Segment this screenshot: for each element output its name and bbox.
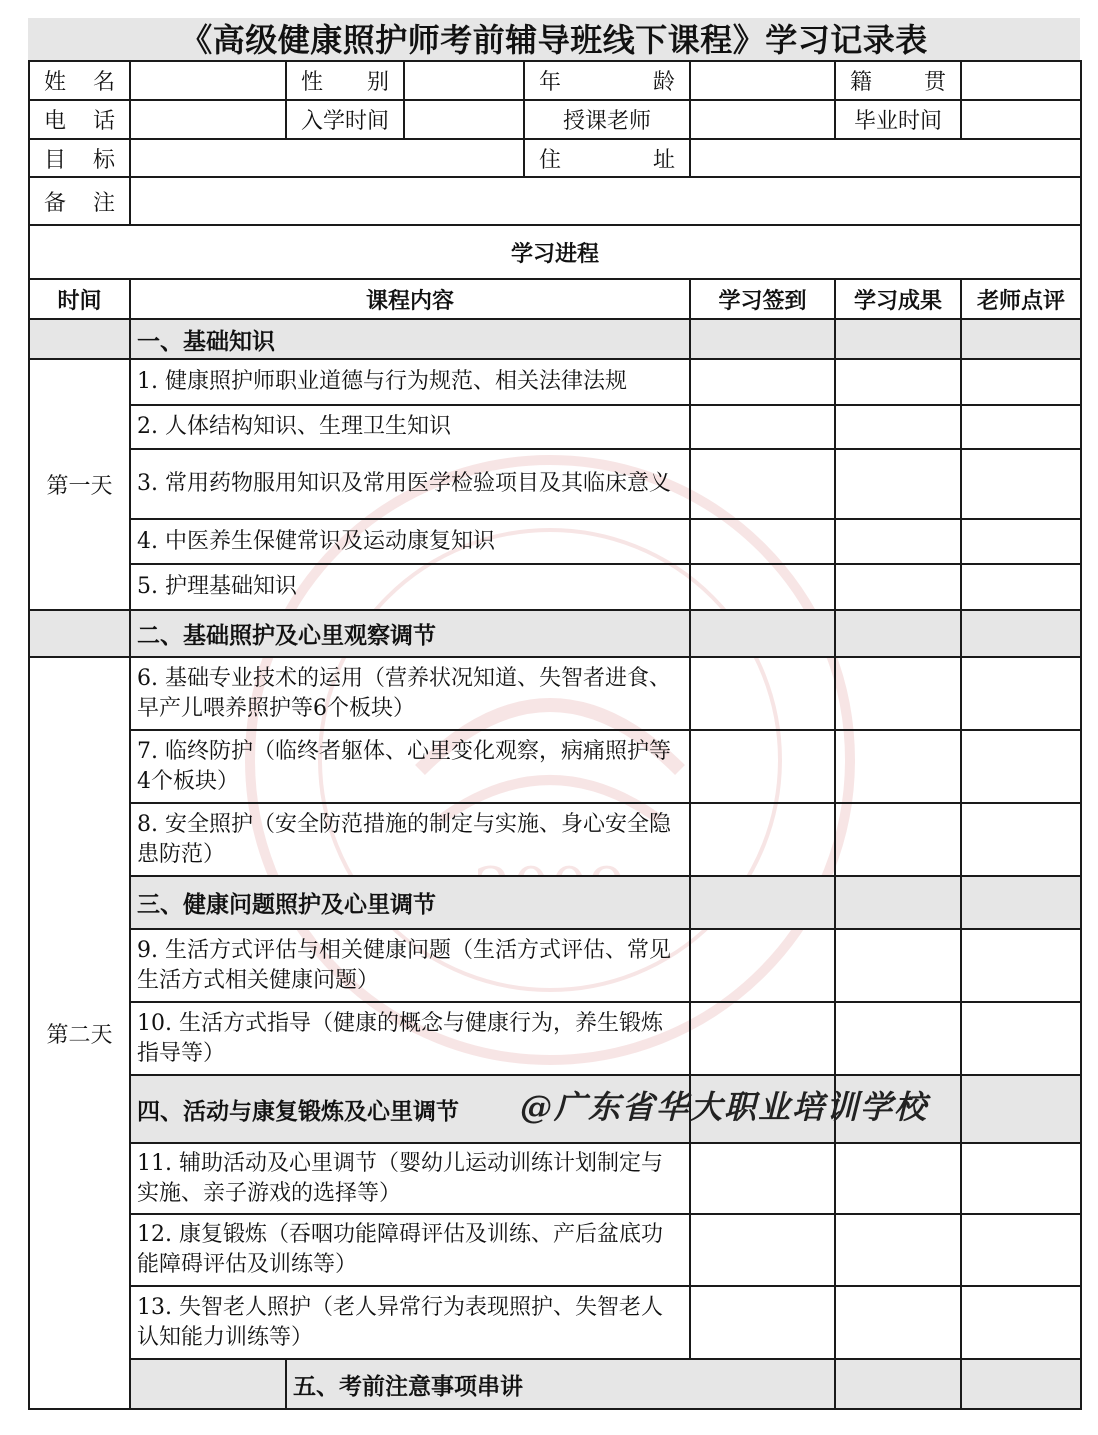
result-cell[interactable] [835, 564, 961, 610]
signin-cell[interactable] [690, 1214, 835, 1286]
result-cell[interactable] [835, 657, 961, 730]
result-cell[interactable] [835, 1143, 961, 1214]
course-item: 10. 生活方式指导（健康的概念与健康行为，养生锻炼指导等） [130, 1002, 690, 1075]
progress-title: 学习进程 [29, 225, 1081, 279]
age-field[interactable] [690, 61, 835, 100]
course-item: 9. 生活方式评估与相关健康问题（生活方式评估、常见生活方式相关健康问题） [130, 929, 690, 1002]
signin-cell[interactable] [690, 319, 835, 359]
course-item: 4. 中医养生保健常识及运动康复知识 [130, 519, 690, 564]
comment-cell[interactable] [961, 1002, 1081, 1075]
comment-cell[interactable] [961, 405, 1081, 449]
grad-label: 毕业时间 [835, 100, 961, 139]
result-cell[interactable] [835, 1214, 961, 1286]
col-time: 时间 [29, 279, 130, 319]
origin-label: 籍 贯 [835, 61, 961, 100]
address-label: 住 址 [524, 139, 690, 177]
section-title: 一、基础知识 [130, 319, 690, 359]
col-comment: 老师点评 [961, 279, 1081, 319]
col-signin: 学习签到 [690, 279, 835, 319]
address-field[interactable] [690, 139, 1081, 177]
signin-cell[interactable] [690, 1143, 835, 1214]
comment-cell[interactable] [961, 1214, 1081, 1286]
course-item: 7. 临终防护（临终者躯体、心里变化观察，病痛照护等4个板块） [130, 730, 690, 803]
age-label: 年 龄 [524, 61, 690, 100]
course-item: 3. 常用药物服用知识及常用医学检验项目及其临床意义 [130, 449, 690, 519]
course-item: 2. 人体结构知识、生理卫生知识 [130, 405, 690, 449]
comment-cell[interactable] [961, 564, 1081, 610]
name-label: 姓 名 [29, 61, 130, 100]
signin-cell[interactable] [690, 519, 835, 564]
day-two-label: 第二天 [29, 657, 130, 1409]
course-item: 11. 辅助活动及心里调节（婴幼儿运动训练计划制定与实施、亲子游戏的选择等） [130, 1143, 690, 1214]
gender-label: 性 别 [286, 61, 404, 100]
comment-cell[interactable] [961, 359, 1081, 405]
note-label: 备 注 [29, 177, 130, 225]
signin-cell[interactable] [690, 1286, 835, 1359]
comment-cell[interactable] [961, 876, 1081, 929]
section-time-cell [29, 610, 130, 657]
comment-cell[interactable] [961, 519, 1081, 564]
phone-field[interactable] [130, 100, 286, 139]
watermark-text: @广东省华大职业培训学校 [520, 1088, 929, 1126]
course-item: 5. 护理基础知识 [130, 564, 690, 610]
section-time-cell [29, 319, 130, 359]
result-cell[interactable] [835, 405, 961, 449]
result-cell[interactable] [835, 1002, 961, 1075]
enroll-label: 入学时间 [286, 100, 404, 139]
document-title: 《高级健康照护师考前辅导班线下课程》学习记录表 [28, 18, 1080, 60]
signin-cell[interactable] [690, 730, 835, 803]
signin-cell[interactable] [690, 564, 835, 610]
comment-cell[interactable] [961, 1075, 1081, 1143]
name-field[interactable] [130, 61, 286, 100]
comment-cell[interactable] [961, 1143, 1081, 1214]
signin-cell[interactable] [690, 405, 835, 449]
signin-cell[interactable] [690, 449, 835, 519]
course-item: 6. 基础专业技术的运用（营养状况知道、失智者进食、早产儿喂养照护等6个板块） [130, 657, 690, 730]
signin-cell[interactable] [690, 876, 835, 929]
result-cell[interactable] [835, 1286, 961, 1359]
section-title: 三、健康问题照护及心里调节 [130, 876, 690, 929]
signin-cell[interactable] [690, 929, 835, 1002]
result-cell[interactable] [835, 610, 961, 657]
note-field[interactable] [130, 177, 1081, 225]
signin-cell[interactable] [690, 657, 835, 730]
result-cell[interactable] [835, 449, 961, 519]
day-one-label: 第一天 [29, 359, 130, 610]
result-cell[interactable] [835, 803, 961, 876]
course-item: 1. 健康照护师职业道德与行为规范、相关法律法规 [130, 359, 690, 405]
section-time-cell [130, 1359, 286, 1409]
goal-field[interactable] [130, 139, 524, 177]
course-item: 12. 康复锻炼（吞咽功能障碍评估及训练、产后盆底功能障碍评估及训练等） [130, 1214, 690, 1286]
signin-cell[interactable] [690, 803, 835, 876]
result-cell[interactable] [835, 876, 961, 929]
teacher-label: 授课老师 [524, 100, 690, 139]
course-item: 13. 失智老人照护（老人异常行为表现照护、失智老人认知能力训练等） [130, 1286, 690, 1359]
section-title: 五、考前注意事项串讲 [286, 1359, 835, 1409]
teacher-field[interactable] [690, 100, 835, 139]
comment-cell[interactable] [961, 1286, 1081, 1359]
comment-cell[interactable] [961, 730, 1081, 803]
goal-label: 目 标 [29, 139, 130, 177]
course-item: 8. 安全照护（安全防范措施的制定与实施、身心安全隐患防范） [130, 803, 690, 876]
enroll-field[interactable] [404, 100, 524, 139]
comment-cell[interactable] [961, 657, 1081, 730]
section-title: 四、活动与康复锻炼及心里调节 [130, 1075, 690, 1143]
study-record-table [28, 60, 1082, 1410]
col-result: 学习成果 [835, 279, 961, 319]
signin-cell[interactable] [690, 359, 835, 405]
col-content: 课程内容 [130, 279, 690, 319]
signin-cell[interactable] [690, 1002, 835, 1075]
comment-cell[interactable] [961, 610, 1081, 657]
signin-cell[interactable] [690, 610, 835, 657]
comment-cell[interactable] [961, 803, 1081, 876]
comment-cell[interactable] [961, 449, 1081, 519]
origin-field[interactable] [961, 61, 1081, 100]
signin-cell[interactable] [835, 1359, 961, 1409]
result-cell[interactable] [835, 519, 961, 564]
result-cell[interactable] [835, 929, 961, 1002]
section-title: 二、基础照护及心里观察调节 [130, 610, 690, 657]
gender-field[interactable] [404, 61, 524, 100]
comment-cell[interactable] [961, 929, 1081, 1002]
comment-cell[interactable] [961, 319, 1081, 359]
result-cell[interactable] [835, 730, 961, 803]
result-cell[interactable] [835, 359, 961, 405]
result-cell[interactable] [835, 319, 961, 359]
result-cell[interactable] [961, 1359, 1081, 1409]
grad-field[interactable] [961, 100, 1081, 139]
phone-label: 电 话 [29, 100, 130, 139]
